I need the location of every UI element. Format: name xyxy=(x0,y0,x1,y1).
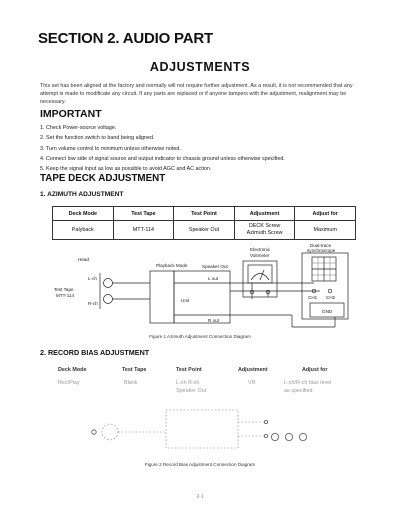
tape-deck-heading: TAPE DECK ADJUSTMENT xyxy=(40,173,166,184)
scope-label-1: Dual-trace xyxy=(310,243,332,248)
intro-paragraph: This set has been aligned at the factory and normally will not require further adjustment. As a result, it is not recommended that any attempt is made to modificate any circuit. If any parts are replaced or if anyone tampers with the adjustment, realignment may be necessary. xyxy=(40,83,353,106)
table-row xyxy=(53,221,356,240)
voltmeter-label-1: Electronic xyxy=(250,247,271,252)
table-header: Deck Mode xyxy=(58,367,87,373)
important-item: 4. Connect low side of signal source and output indicator to chassis ground unless otherwise specified. xyxy=(40,155,285,162)
speaker-out-label: Speaker Out xyxy=(202,264,228,269)
voltmeter-dial xyxy=(248,265,272,283)
page-number: 2-1 xyxy=(196,494,204,500)
tape-head-symbol xyxy=(102,424,118,440)
important-item: 1. Check Power-source voltage. xyxy=(40,125,117,131)
table-cell: Speaker Out xyxy=(174,221,235,240)
table-cell: VR xyxy=(248,380,256,386)
r-out-label: R out xyxy=(208,318,219,323)
ch1-label: CH1 xyxy=(308,295,318,300)
table-cell: MTT-114 xyxy=(113,221,174,240)
table-cell: L-ch R-ch Speaker Out xyxy=(176,380,207,394)
head-label: Head xyxy=(78,257,89,262)
figure-1-caption: Figure 1 Azimuth Adjustment Connection Diagram xyxy=(149,334,251,339)
voltmeter-label-2: Voltmeter xyxy=(250,253,270,258)
adjustments-title: ADJUSTMENTS xyxy=(149,60,251,74)
azimuth-connection-diagram xyxy=(52,243,362,333)
important-list xyxy=(40,123,370,174)
section-title: SECTION 2. AUDIO PART xyxy=(38,30,213,47)
table-header: Adjustment xyxy=(238,367,268,373)
ch2-label: CH2 xyxy=(326,295,336,300)
table-header: Test Point xyxy=(174,207,235,221)
record-bias-connection-diagram xyxy=(70,400,330,458)
table-cell: Maximum xyxy=(295,221,356,240)
important-item: 5. Keep the signal input as low as possible to avoid AGC and AC action. xyxy=(40,166,212,173)
r-ch-label: R-ch xyxy=(88,301,98,306)
table-header: Adjustment xyxy=(234,207,295,221)
table-cell: Palyback xyxy=(53,221,114,240)
important-item: 2. Set the function switch to band being aligned. xyxy=(40,135,155,142)
table-cell: L-ch/R-ch bias level as specified xyxy=(284,380,332,394)
record-bias-heading: 2. RECORD BIAS ADJUSTMENT xyxy=(40,348,150,357)
test-tape-label: Test Tape xyxy=(54,287,74,292)
table-header: Test Point xyxy=(176,367,202,373)
table-cell: DECK Screw Azimuth Screw xyxy=(234,221,295,240)
table-header: Deck Mode xyxy=(53,207,114,221)
unit-box xyxy=(150,271,174,323)
table-header-row xyxy=(53,207,356,221)
playback-mode-label: Playback Mode xyxy=(156,263,188,268)
l-out-label: L out xyxy=(208,276,219,281)
azimuth-table xyxy=(52,206,356,240)
important-item: 3. Turn volume control to minimum unless otherwise noted. xyxy=(40,145,181,152)
table-header: Adjust for xyxy=(295,207,356,221)
l-ch-head-symbol xyxy=(104,279,113,288)
azimuth-heading: 1. AZIMUTH ADJUSTMENT xyxy=(40,191,124,198)
table-cell: Blank xyxy=(124,380,138,386)
table-header: Test Tape xyxy=(122,367,147,373)
table-header: Test Tape xyxy=(113,207,174,221)
connector-symbol xyxy=(271,433,278,440)
unit-label: Unit xyxy=(181,298,190,303)
gnd-label: GND xyxy=(322,309,333,314)
test-tape-model-label: MTT-114 xyxy=(56,293,75,298)
l-ch-label: L-ch xyxy=(88,276,97,281)
table-cell: Rec/Play xyxy=(58,380,80,386)
figure-2-caption: Figure 2 Record Bias Adjustment Connection Diagram xyxy=(144,462,256,467)
connector-symbol xyxy=(285,433,292,440)
important-heading: IMPORTANT xyxy=(40,108,102,120)
deck-unit-box xyxy=(166,410,238,448)
r-ch-head-symbol xyxy=(104,295,113,304)
scope-label-2: synchroscope xyxy=(307,248,336,253)
table-header: Adjust for xyxy=(302,367,328,373)
connector-symbol xyxy=(299,433,306,440)
